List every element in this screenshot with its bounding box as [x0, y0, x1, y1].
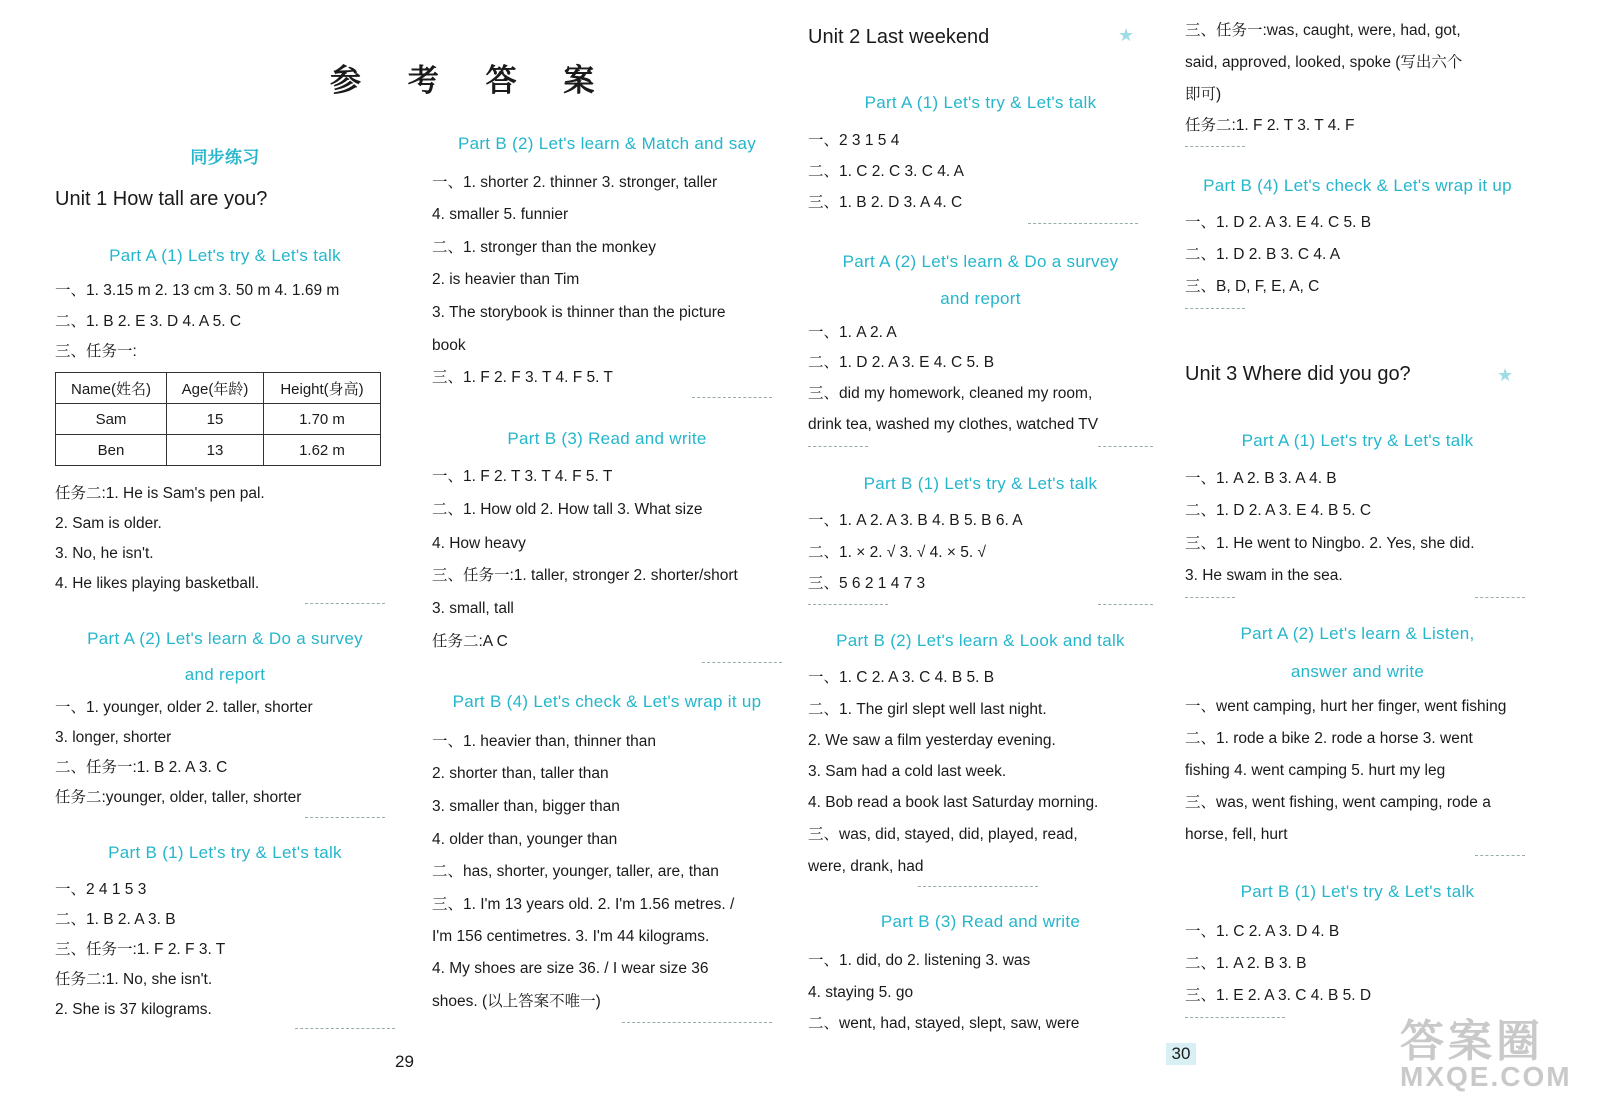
page-number: 30 [1166, 1043, 1196, 1065]
answer-line: 一、1. A 2. A [808, 324, 897, 341]
answer-line: 任务二:1. He is Sam's pen pal. [55, 485, 265, 502]
divider [295, 1028, 395, 1029]
divider [305, 603, 385, 604]
section-heading: Part B (2) Let's learn & Look and talk [836, 631, 1125, 650]
answer-line: 3. He swam in the sea. [1185, 567, 1343, 584]
answer-line: 三、5 6 2 1 4 7 3 [808, 575, 926, 592]
section-heading: Part B (1) Let's try & Let's talk [1240, 882, 1475, 901]
answer-line: 三、was, went fishing, went camping, rode a [1185, 794, 1491, 811]
divider [305, 817, 385, 818]
answer-line: 三、任务一:was, caught, were, had, got, [1185, 22, 1461, 39]
section-heading: Part B (4) Let's check & Let's wrap it up [1203, 176, 1512, 195]
answer-line: 即可) [1185, 86, 1222, 103]
answer-line: 三、任务一: [55, 343, 137, 360]
answer-line: 三、1. I'm 13 years old. 2. I'm 1.56 metres. / [432, 896, 735, 913]
divider [808, 604, 888, 605]
answer-line: 3. smaller than, bigger than [432, 798, 620, 815]
unit-1-heading: Unit 1 How tall are you? [55, 188, 268, 210]
answer-line: 三、1. B 2. D 3. A 4. C [808, 194, 963, 211]
divider [1185, 597, 1235, 598]
divider [1475, 855, 1525, 856]
section-heading: Part A (1) Let's try & Let's talk [109, 246, 341, 265]
answer-line: 2. is heavier than Tim [432, 271, 580, 288]
section-heading: Part A (2) Let's learn & Do a survey [87, 629, 363, 648]
divider [918, 886, 1038, 887]
table-row [56, 404, 381, 435]
answer-line: 3. small, tall [432, 600, 514, 617]
section-heading: Part A (2) Let's learn & Do a survey [842, 252, 1119, 271]
answer-line: 一、1. A 2. B 3. A 4. B [1185, 470, 1337, 487]
table-header: Age(年龄) [167, 373, 264, 404]
answer-line: 2. She is 37 kilograms. [55, 1001, 212, 1018]
answer-line: 二、1. B 2. E 3. D 4. A 5. C [55, 313, 242, 330]
answer-line: 4. staying 5. go [808, 984, 914, 1001]
answer-line: 3. longer, shorter [55, 729, 172, 746]
answer-line: 3. Sam had a cold last week. [808, 763, 1007, 780]
section-heading: and report [184, 665, 266, 684]
answer-line: 一、1. younger, older 2. taller, shorter [55, 699, 313, 716]
divider [1098, 604, 1153, 605]
answer-line: 3. No, he isn't. [55, 545, 154, 562]
answer-line: 三、1. He went to Ningbo. 2. Yes, she did. [1185, 535, 1475, 552]
table-row [56, 435, 381, 466]
answer-line: 4. How heavy [432, 535, 526, 552]
answer-line: 任务二:1. F 2. T 3. T 4. F [1185, 117, 1355, 134]
table-cell: 1.70 m [264, 404, 381, 435]
section-heading: Part B (4) Let's check & Let's wrap it up [452, 692, 762, 711]
answer-line: 三、任务一:1. taller, stronger 2. shorter/short [432, 567, 738, 584]
answer-line: 三、was, did, stayed, did, played, read, [808, 826, 1078, 843]
watermark-text: 答案圈 [1400, 1017, 1544, 1066]
section-heading: Part B (3) Read and write [880, 912, 1081, 931]
unit-2-heading: Unit 2 Last weekend [808, 26, 990, 48]
answer-line: 二、1. D 2. B 3. C 4. A [1185, 246, 1341, 263]
page-title: 参 考 答 案 [330, 63, 613, 99]
answer-line: 2. Sam is older. [55, 515, 162, 532]
star-icon: ★ [1497, 365, 1514, 385]
answer-line: 二、1. C 2. C 3. C 4. A [808, 163, 964, 180]
section-tongbu: 同步练习 [190, 148, 260, 167]
answer-line: 二、went, had, stayed, slept, saw, were [808, 1015, 1080, 1032]
answer-line: 二、1. stronger than the monkey [432, 239, 657, 256]
unit-3-heading: Unit 3 Where did you go? [1185, 363, 1411, 385]
answer-line: 一、1. D 2. A 3. E 4. C 5. B [1185, 214, 1372, 231]
answer-line: 4. Bob read a book last Saturday morning. [808, 794, 1099, 811]
table-cell: 15 [167, 404, 264, 435]
divider [1185, 308, 1245, 309]
table-header: Height(身高) [264, 373, 381, 404]
star-icon: ★ [1118, 25, 1135, 45]
divider [1028, 223, 1138, 224]
answer-line: 任务二:A C [432, 633, 508, 650]
answer-line: fishing 4. went camping 5. hurt my leg [1185, 762, 1446, 779]
divider [622, 1022, 772, 1023]
section-heading: Part B (3) Read and write [507, 429, 707, 448]
answer-line: 二、任务一:1. B 2. A 3. C [55, 759, 228, 776]
answer-line: said, approved, looked, spoke (写出六个 [1185, 54, 1463, 71]
divider [702, 662, 782, 663]
answer-line: 一、1. shorter 2. thinner 3. stronger, taller [432, 174, 718, 191]
table-cell: Sam [56, 404, 167, 435]
answer-line: 任务二:younger, older, taller, shorter [55, 789, 302, 806]
section-heading: and report [940, 289, 1021, 308]
divider [1185, 146, 1245, 147]
answer-line: 一、1. heavier than, thinner than [432, 733, 657, 750]
divider [808, 446, 868, 447]
section-heading: Part B (1) Let's try & Let's talk [863, 474, 1098, 493]
section-heading: Part B (2) Let's learn & Match and say [457, 134, 757, 153]
section-heading: answer and write [1290, 662, 1425, 681]
table-header: Name(姓名) [56, 373, 167, 404]
section-heading: Part B (1) Let's try & Let's talk [108, 843, 342, 862]
answer-line: book [432, 337, 466, 354]
divider [1185, 1017, 1285, 1018]
answer-line: horse, fell, hurt [1185, 826, 1288, 843]
section-heading: Part A (1) Let's try & Let's talk [1241, 431, 1474, 450]
answer-line: 三、1. F 2. F 3. T 4. F 5. T [432, 369, 613, 386]
answer-line: 二、1. B 2. A 3. B [55, 911, 176, 928]
answer-line: 一、2 4 1 5 3 [55, 881, 147, 898]
answer-line: 二、1. × 2. √ 3. √ 4. × 5. √ [808, 544, 987, 561]
answer-line: 二、1. rode a bike 2. rode a horse 3. went [1185, 730, 1473, 747]
section-heading: Part A (2) Let's learn & Listen, [1240, 624, 1475, 643]
answer-line: 一、1. F 2. T 3. T 4. F 5. T [432, 468, 613, 485]
answer-line: 二、has, shorter, younger, taller, are, than [432, 863, 719, 880]
answer-line: 任务二:1. No, she isn't. [55, 971, 213, 988]
divider [692, 397, 772, 398]
answer-line: 一、2 3 1 5 4 [808, 132, 900, 149]
height-table [55, 372, 381, 466]
table-cell: Ben [56, 435, 167, 466]
watermark-logo [1400, 1005, 1572, 1100]
answer-line: 二、1. A 2. B 3. B [1185, 955, 1307, 972]
answer-line: 一、1. 3.15 m 2. 13 cm 3. 50 m 4. 1.69 m [55, 282, 340, 299]
answer-line: 一、1. A 2. A 3. B 4. B 5. B 6. A [808, 512, 1023, 529]
divider [1475, 597, 1525, 598]
answer-line: 一、went camping, hurt her finger, went fishing [1185, 698, 1507, 715]
answer-line: 2. shorter than, taller than [432, 765, 609, 782]
table-cell: 13 [167, 435, 264, 466]
answer-line: 三、任务一:1. F 2. F 3. T [55, 941, 226, 958]
answer-line: drink tea, washed my clothes, watched TV [808, 416, 1099, 433]
answer-line: were, drank, had [808, 858, 924, 875]
answer-line: 4. older than, younger than [432, 831, 618, 848]
table-cell: 1.62 m [264, 435, 381, 466]
answer-line: 3. The storybook is thinner than the picture [432, 304, 726, 321]
answer-line: 三、did my homework, cleaned my room, [808, 385, 1093, 402]
answer-line: 三、B, D, F, E, A, C [1185, 278, 1320, 295]
answer-line: 2. We saw a film yesterday evening. [808, 732, 1056, 749]
answer-line: 二、1. The girl slept well last night. [808, 701, 1047, 718]
table-header-row [56, 373, 381, 404]
watermark-url: MXQE.COM [1400, 1061, 1572, 1092]
answer-line: 一、1. C 2. A 3. D 4. B [1185, 923, 1340, 940]
answer-line: 二、1. D 2. A 3. E 4. B 5. C [1185, 502, 1372, 519]
answer-line: 二、1. How old 2. How tall 3. What size [432, 501, 703, 518]
page-number: 29 [395, 1052, 414, 1071]
answer-line: 一、1. C 2. A 3. C 4. B 5. B [808, 669, 995, 686]
answer-line: shoes. (以上答案不唯一) [432, 993, 601, 1010]
divider [1098, 446, 1153, 447]
section-heading: Part A (1) Let's try & Let's talk [864, 93, 1097, 112]
answer-line: 4. smaller 5. funnier [432, 206, 569, 223]
answer-line: 二、1. D 2. A 3. E 4. C 5. B [808, 354, 995, 371]
answer-line: 一、1. did, do 2. listening 3. was [808, 952, 1031, 969]
answer-line: 4. My shoes are size 36. / I wear size 36 [432, 960, 709, 977]
answer-line: 4. He likes playing basketball. [55, 575, 260, 592]
answer-line: I'm 156 centimetres. 3. I'm 44 kilograms. [432, 928, 710, 945]
answer-line: 三、1. E 2. A 3. C 4. B 5. D [1185, 987, 1372, 1004]
